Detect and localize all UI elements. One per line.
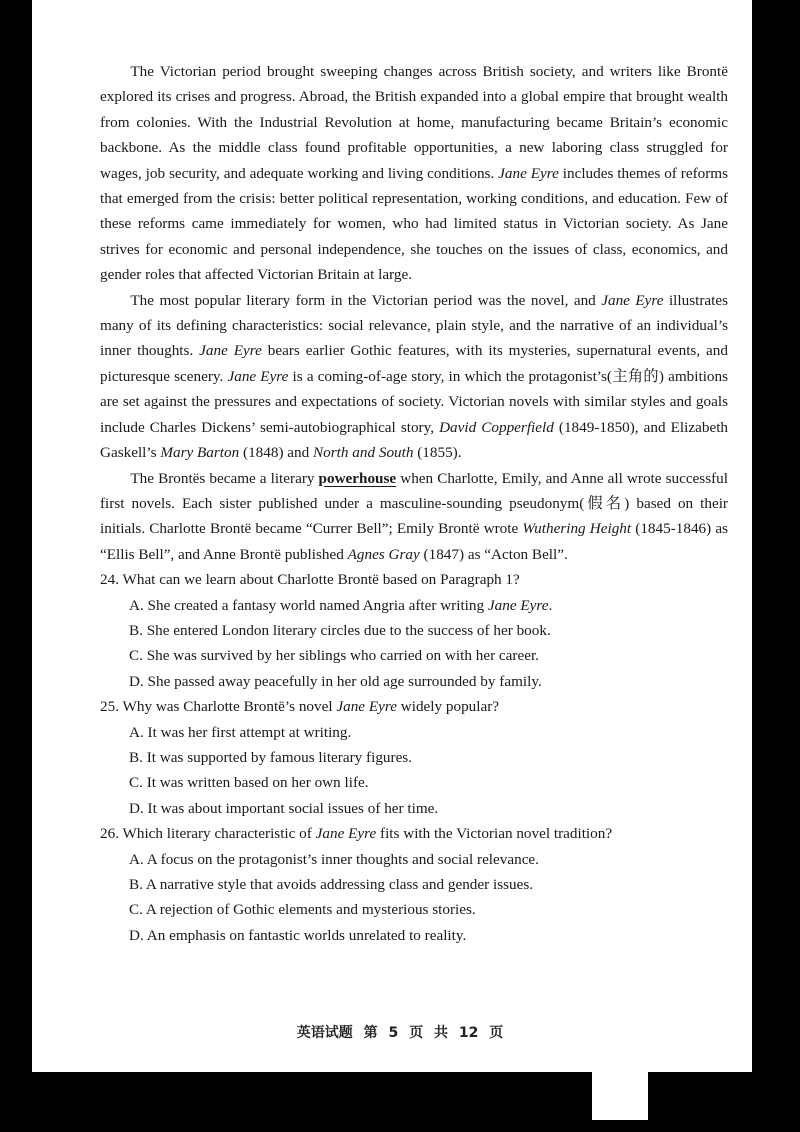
text-run: A. She created a fantasy world named Angria after writing (129, 596, 488, 614)
text-run: (1848) and (239, 444, 314, 462)
italic-title: North and South (313, 444, 414, 462)
italic-title: Mary Barton (160, 444, 240, 462)
text-run: B. A narrative style that avoids addressing class and gender issues. (129, 876, 534, 893)
question-stem (100, 821, 728, 846)
option-c[interactable] (100, 770, 728, 795)
option-c[interactable] (100, 897, 728, 922)
text-run: The Victorian period brought sweeping changes across British society, and writers like Brontë explored its crises and progress. Abroad, the British expanded into a global empire that brought wealth from colonies. With the Industrial Revolution at home, manufacturing became Britain’s economic backbone. As the middle class found profitable opportunities, a new laboring class struggled for wages, job security, and adequate working and living conditions. (100, 63, 728, 182)
text-run: B. She entered London literary circles due to the success of her book. (129, 621, 551, 639)
italic-title: Agnes Gray (347, 545, 420, 563)
option-b[interactable] (100, 745, 728, 770)
footer-total-pages: 共 12 页 (434, 1025, 504, 1041)
text-run: The most popular literary form in the Victorian period was the novel, and (130, 291, 602, 309)
question-number: 26. (100, 825, 119, 843)
text-run: Why was Charlotte Brontë’s novel (122, 698, 337, 716)
underlined-word: powerhouse (318, 469, 397, 487)
page-notch (592, 1072, 648, 1120)
text-run: . (548, 596, 553, 614)
question-number: 25. (100, 698, 119, 716)
page-footer (0, 1022, 800, 1042)
text-run: A. A focus on the protagonist’s inner thoughts and social relevance. (129, 850, 539, 868)
text-run: (1845-1846) as “Ellis Bell”, and Anne Brontë published (100, 520, 728, 563)
text-run: D. An emphasis on fantastic worlds unrelated to reality. (129, 926, 467, 944)
option-d[interactable] (100, 923, 728, 948)
text-run: B. It was supported by famous literary figures. (129, 748, 413, 766)
text-run: What can we learn about Charlotte Brontë based on Paragraph 1? (122, 571, 520, 589)
text-run: (1847) as “Acton Bell”. (419, 545, 568, 563)
text-run: C. She was survived by her siblings who carried on with her career. (129, 647, 539, 665)
passage-paragraph-2 (100, 288, 728, 466)
text-run: D. It was about important social issues of her time. (129, 799, 439, 817)
passage-paragraph-1 (100, 59, 728, 288)
italic-title: Jane Eyre (498, 164, 559, 182)
question-stem (100, 567, 728, 592)
text-run: C. A rejection of Gothic elements and mysterious stories. (129, 901, 476, 919)
text-run: fits with the Victorian novel tradition? (376, 825, 613, 843)
text-run: (1849-1850), and Elizabeth Gaskell’s (100, 418, 729, 462)
italic-title: Jane Eyre (601, 291, 664, 309)
option-c[interactable] (100, 643, 728, 668)
question-stem (100, 694, 728, 719)
text-run: (1855). (413, 444, 462, 462)
footer-page-number: 第 5 页 (363, 1025, 424, 1041)
italic-title: Jane Eyre (227, 367, 289, 385)
option-a[interactable] (100, 720, 728, 745)
text-run: bears earlier Gothic features, with its mysteries, supernatural events, and picturesque scenery. (100, 342, 728, 385)
option-d[interactable] (100, 669, 728, 694)
question-26 (100, 821, 728, 948)
text-run: The Brontës became a literary (130, 469, 319, 487)
option-a[interactable] (100, 847, 728, 872)
option-b[interactable] (100, 618, 728, 643)
option-b[interactable] (100, 872, 728, 897)
text-run: Which literary characteristic of (122, 825, 316, 843)
passage-paragraph-3 (100, 466, 728, 568)
text-run: includes themes of reforms that emerged from the crisis: better political representation, working conditions, and education. Few of these reforms came immediately for women, who had limited status in Victorian society. As Jane strives for economic and personal independence, she touches on the issues of class, economics, and gender roles that affected Victorian Britain at large. (100, 164, 728, 284)
question-25 (100, 694, 728, 821)
exam-content (100, 59, 728, 948)
question-24 (100, 567, 728, 694)
text-run: illustrates many of its defining characteristics: social relevance, plain style, and the narrative of an individual’s inner thoughts. (100, 291, 728, 360)
text-run: D. She passed away peacefully in her old age surrounded by family. (129, 672, 542, 690)
italic-title: Jane Eyre (336, 698, 397, 716)
italic-title: David Copperfield (439, 418, 554, 436)
option-d[interactable] (100, 796, 728, 821)
reading-passage (100, 59, 728, 567)
text-run: A. It was her first attempt at writing. (129, 723, 352, 741)
option-a[interactable] (100, 593, 728, 618)
italic-title: Jane Eyre (487, 596, 549, 614)
text-run: C. It was written based on her own life. (129, 774, 369, 792)
text-run: widely popular? (396, 698, 500, 716)
question-number: 24. (100, 571, 119, 589)
italic-title: Jane Eyre (199, 342, 262, 360)
text-run: is a coming-of-age story, in which the protagonist’s(主角的) ambitions are set against the pressures and expectations of society. Victorian novels with similar styles and goals include Charles Dickens’ semi-autobiographical story, (100, 367, 729, 436)
text-run: when Charlotte, Emily, and Anne all wrote successful first novels. Each sister published under a masculine-sounding pseudonym(假名) based on their initials. Charlotte Brontë became “Currer Bell”; Emily Brontë wrote (100, 469, 728, 538)
footer-subject: 英语试题 (296, 1025, 353, 1041)
italic-title: Jane Eyre (315, 825, 377, 843)
italic-title: Wuthering Height (522, 520, 632, 538)
